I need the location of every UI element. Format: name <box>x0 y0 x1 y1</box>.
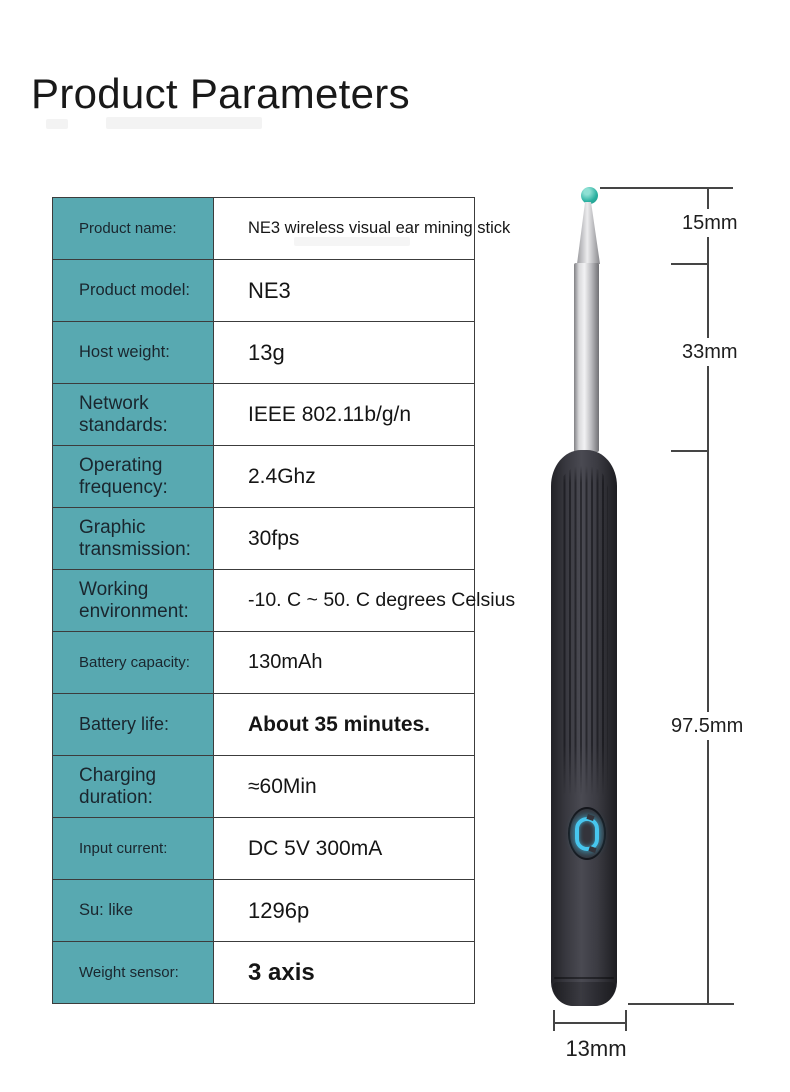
spec-label-weight-sensor: Weight sensor: <box>53 942 214 1003</box>
spec-value-working-environment: -10. C ~ 50. C degrees Celsius <box>248 589 516 611</box>
spec-label-su-like: Su: like <box>53 880 214 941</box>
erased-text-artifact <box>46 119 68 129</box>
spec-value-product-model: NE3 <box>248 277 291 303</box>
table-row <box>53 942 474 1003</box>
spec-table <box>52 197 516 1004</box>
dim-label-tip-length: 15mm <box>676 209 744 237</box>
table-row <box>53 384 474 446</box>
table-row <box>53 756 474 818</box>
spec-value-weight-sensor: 3 axis <box>248 958 315 986</box>
dim-line-width <box>553 1022 627 1024</box>
table-row <box>53 446 474 508</box>
spec-label-input-current: Input current: <box>53 818 214 879</box>
dim-tick-tip-top <box>600 187 733 189</box>
spec-value-graphic-transmission: 30fps <box>248 526 300 550</box>
dim-tick-body-bottom <box>628 1003 734 1005</box>
spec-value-battery-capacity: 130mAh <box>248 651 323 673</box>
spec-label-host-weight: Host weight: <box>53 322 214 383</box>
device-probe-cone <box>577 202 600 264</box>
table-row <box>53 322 474 384</box>
spec-value-su-like: 1296p <box>248 897 310 923</box>
table-row <box>53 880 474 942</box>
device-bottom-seam <box>554 977 614 979</box>
spec-value-product-name: NE3 wireless visual ear mining stick <box>248 219 511 237</box>
spec-value-input-current: DC 5V 300mA <box>248 836 383 860</box>
device-tip-ball <box>581 187 598 204</box>
spec-label-battery-capacity: Battery capacity: <box>53 632 214 693</box>
spec-label-product-model: Product model: <box>53 260 214 321</box>
dim-label-probe-length: 33mm <box>676 338 744 366</box>
spec-label-network-standards: Network standards: <box>53 384 214 445</box>
device-bottom-cap <box>553 982 615 1006</box>
table-row <box>53 632 474 694</box>
spec-label-working-environment: Working environment: <box>53 570 214 631</box>
dim-line-vertical <box>707 187 709 1005</box>
spec-label-charging-duration: Charging duration: <box>53 756 214 817</box>
dim-label-body-width: 13mm <box>565 1036 627 1061</box>
spec-label-operating-frequency: Operating frequency: <box>53 446 214 507</box>
dim-label-body-length: 97.5mm <box>665 712 749 740</box>
table-row <box>53 508 474 570</box>
spec-value-charging-duration: ≈60Min <box>248 774 317 798</box>
device-button-glow-ring <box>575 817 599 851</box>
page-title: Product Parameters <box>31 70 410 117</box>
table-row <box>53 260 474 322</box>
dim-tick-width-left <box>553 1010 555 1031</box>
spec-value-host-weight: 13g <box>248 339 285 365</box>
spec-label-battery-life: Battery life: <box>53 694 214 755</box>
erased-text-artifact <box>106 117 262 129</box>
spec-value-network-standards: IEEE 802.11b/g/n <box>248 402 412 426</box>
table-row <box>53 694 474 756</box>
dim-tick-body-top <box>671 450 709 452</box>
table-row <box>53 818 474 880</box>
dim-tick-tip-bottom <box>671 263 709 265</box>
device-grip-ridges <box>560 466 608 798</box>
spec-label-product-name: Product name: <box>53 198 214 259</box>
dim-tick-width-right <box>625 1010 627 1031</box>
spec-label-graphic-transmission: Graphic transmission: <box>53 508 214 569</box>
device-probe-tube <box>574 263 599 452</box>
spec-value-battery-life: About 35 minutes. <box>248 712 431 736</box>
table-row <box>53 570 516 632</box>
table-row <box>53 198 511 260</box>
spec-value-operating-frequency: 2.4Ghz <box>248 464 316 488</box>
